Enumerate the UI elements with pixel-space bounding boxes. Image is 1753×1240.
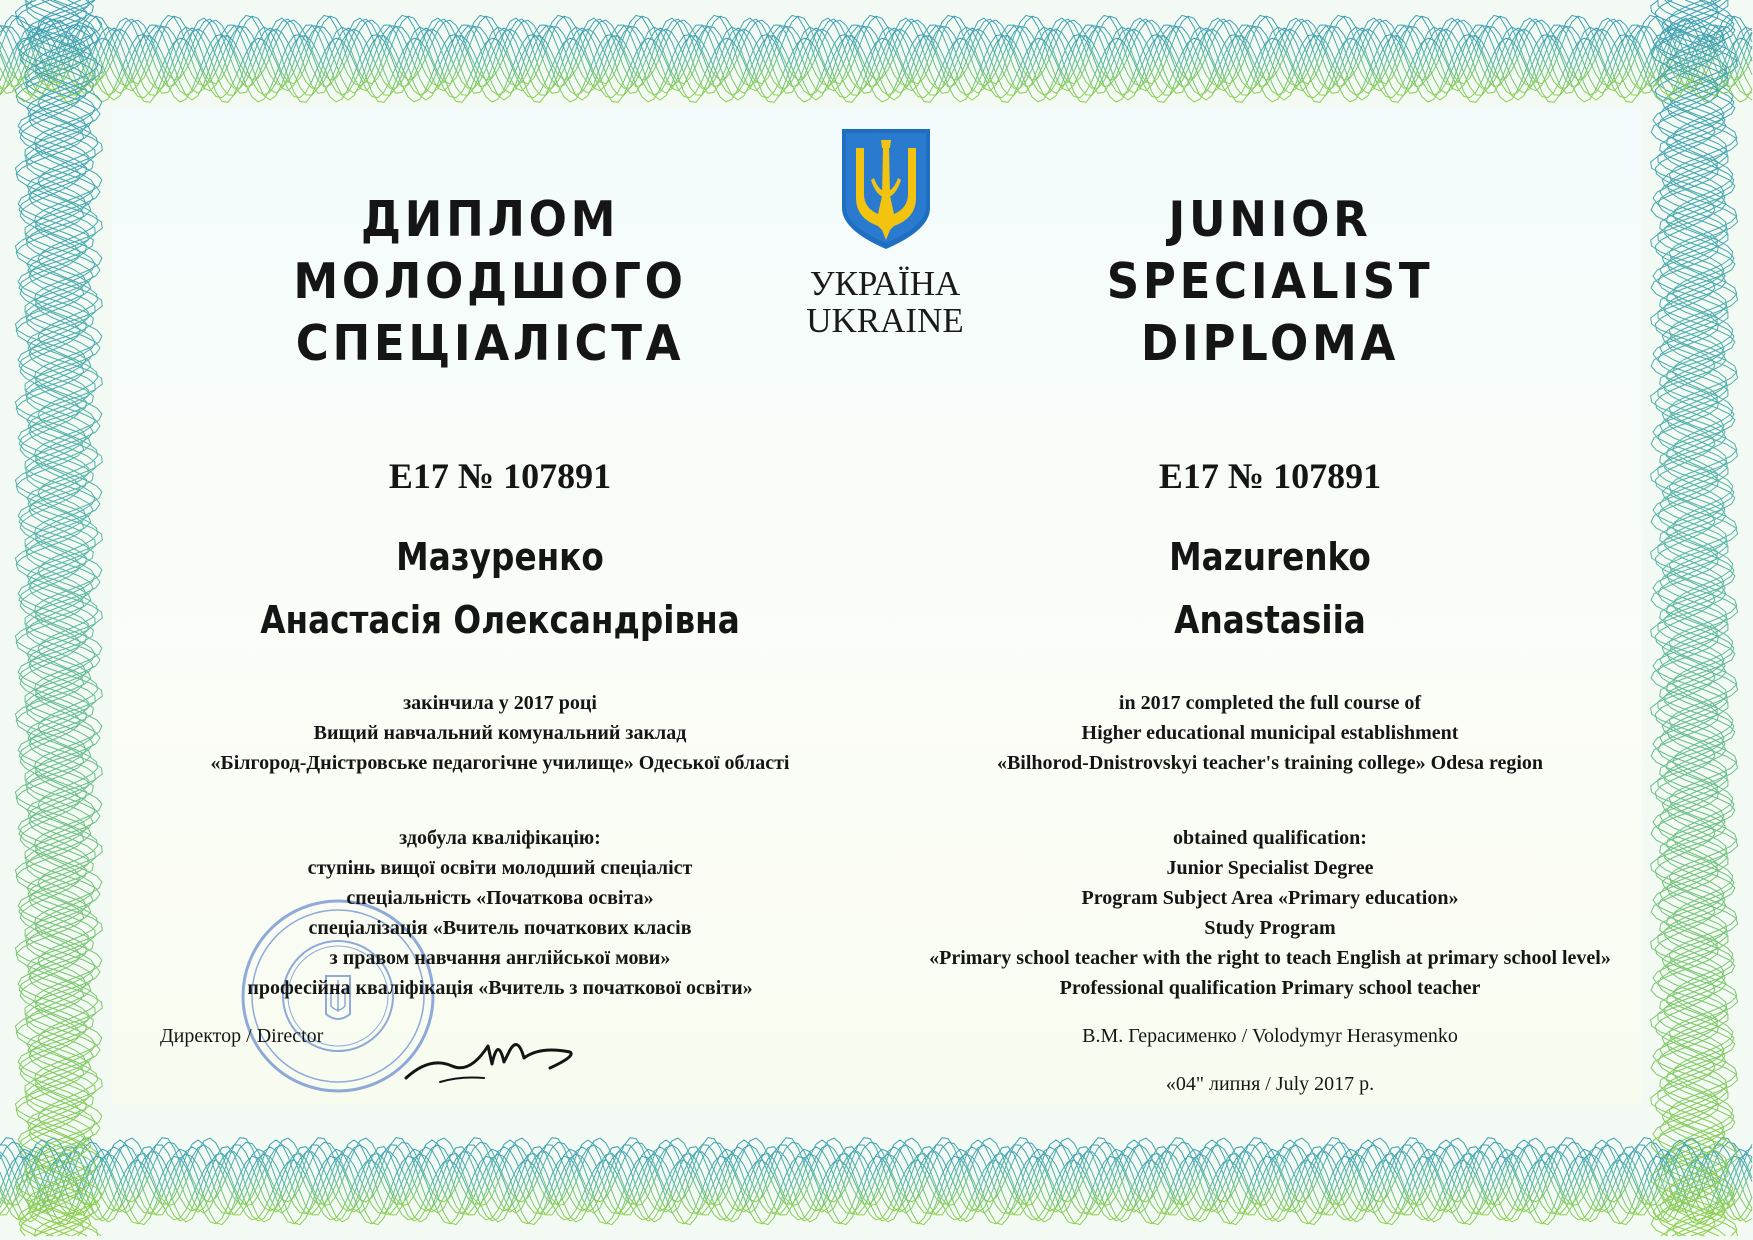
right-title-line-3: DIPLOMA bbox=[1140, 315, 1400, 372]
right-qualification-line-1: obtained qualification: bbox=[1173, 827, 1367, 849]
right-completion-line-3: «Bilhorod-Dnistrovskyi teacher's training college» Odesa region bbox=[996, 752, 1544, 774]
left-completion-line-1: закінчила у 2017 році bbox=[403, 692, 597, 714]
left-qualification-line-1: здобула кваліфікацію: bbox=[399, 827, 601, 849]
director-signature bbox=[400, 1016, 590, 1096]
right-completion-line-1: in 2017 completed the full course of bbox=[1118, 692, 1422, 714]
right-title-line-2: SPECIALIST bbox=[1106, 253, 1434, 310]
right-title-line-1: JUNIOR bbox=[1168, 191, 1372, 248]
right-qualification-line-4: Study Program bbox=[1204, 917, 1336, 939]
left-qualification-line-2: ступінь вищої освіти молодший спеціаліст bbox=[307, 857, 693, 879]
director-label: Директор / Director bbox=[160, 1025, 324, 1047]
left-given-names: Анастасія Олександрівна bbox=[260, 598, 740, 642]
issue-date: «04" липня / July 2017 р. bbox=[1165, 1073, 1375, 1095]
coat-of-arms-trident-icon bbox=[838, 126, 934, 252]
left-qualification-line-5: з правом навчання англійської мови» bbox=[329, 947, 671, 969]
right-given-names: Anastasiia bbox=[1174, 598, 1366, 642]
left-diploma-number: E17 № 107891 bbox=[388, 456, 612, 496]
left-qualification-line-6: професійна кваліфікація «Вчитель з початкової освіти» bbox=[247, 977, 753, 999]
country-label-ukrainian: УКРАЇНА bbox=[809, 264, 961, 303]
left-title-line-3: СПЕЦІАЛІСТА bbox=[295, 315, 685, 372]
right-diploma-number: E17 № 107891 bbox=[1158, 456, 1382, 496]
left-qualification-line-4: спеціалізація «Вчитель початкових класів bbox=[308, 917, 692, 939]
left-completion-line-3: «Білгород-Дністровське педагогічне училище» Одеської області bbox=[210, 752, 790, 774]
left-title-line-2: МОЛОДШОГО bbox=[293, 253, 687, 310]
right-qualification-line-5: «Primary school teacher with the right to teach English at primary school level» bbox=[929, 947, 1611, 969]
country-label-english: UKRAINE bbox=[806, 301, 964, 340]
right-completion-line-2: Higher educational municipal establishment bbox=[1081, 722, 1459, 744]
right-qualification-line-3: Program Subject Area «Primary education» bbox=[1081, 887, 1459, 909]
right-surname: Mazurenko bbox=[1169, 535, 1371, 579]
right-qualification-line-6: Professional qualification Primary school teacher bbox=[1059, 977, 1481, 999]
right-qualification-line-2: Junior Specialist Degree bbox=[1166, 857, 1374, 879]
left-qualification-line-3: спеціальність «Початкова освіта» bbox=[346, 887, 654, 909]
left-title-line-1: ДИПЛОМ bbox=[360, 191, 620, 248]
left-surname: Мазуренко bbox=[396, 535, 604, 579]
director-name: В.М. Герасименко / Volodymyr Herasymenko bbox=[1082, 1025, 1458, 1047]
left-completion-line-2: Вищий навчальний комунальний заклад bbox=[313, 722, 687, 744]
